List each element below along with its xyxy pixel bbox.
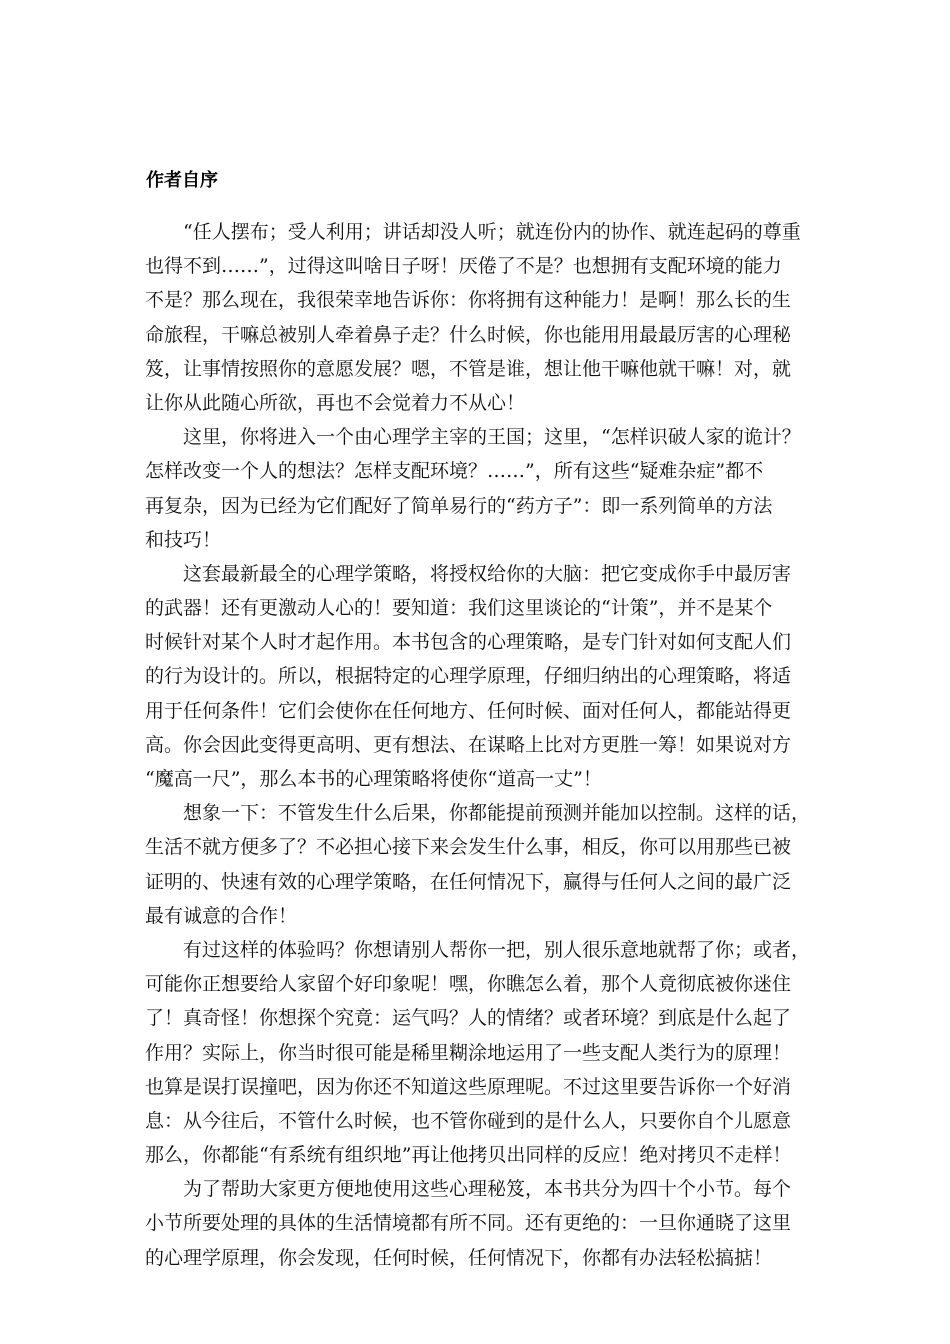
text-line: 命旅程，干嘛总被别人牵着鼻子走？什么时候，你也能用用最最厉害的心理秘 [145, 323, 792, 346]
preface-body [145, 215, 815, 1275]
paragraph-first-line: “任人摆布；受人利用；讲话却没人听；就连份内的协作、就连起码的尊重 [183, 221, 801, 243]
text-line: 高。你会因此变得更高明、更有想法、在谋略上比对方更胜一筹！如果说对方 [145, 733, 792, 756]
text-line: 生活不就方便多了？不必担心接下来会发生什么事，相反，你可以用那些已被 [145, 836, 792, 859]
text-line: 和技巧！ [145, 528, 222, 551]
text-line: 时候针对某个人时才起作用。本书包含的心理策略，是专门针对如何支配人们 [145, 631, 792, 654]
paragraph-first-line: 为了帮助大家更方便地使用这些心理秘笈，本书共分为四十个小节。每个 [183, 1178, 792, 1201]
page-title: 作者自序 [146, 170, 218, 191]
text-line: 证明的、快速有效的心理学策略，在任何情况下，赢得与任何人之间的最广泛 [145, 870, 792, 893]
text-line: 了！真奇怪！你想探个究竟：运气吗？人的情绪？或者环境？到底是什么起了 [145, 1007, 792, 1030]
text-line: 可能你正想要给人家留个好印象呢！嘿，你瞧怎么着，那个人竟彻底被你迷住 [145, 973, 792, 996]
text-line: 的行为设计的。所以，根据特定的心理学原理，仔细归纳出的心理策略，将适 [145, 665, 792, 688]
paragraph-first-line: 想象一下：不管发生什么后果，你都能提前预测并能加以控制。这样的话， [183, 802, 811, 825]
text-line: 息：从今往后，不管什么时候，也不管你碰到的是什么人，只要你自个儿愿意 [145, 1109, 792, 1132]
text-line: 不是？那么现在，我很荣幸地告诉你：你将拥有这种能力！是啊！那么长的生 [145, 289, 792, 312]
paragraph-first-line: 有过这样的体验吗？你想请别人帮你一把，别人很乐意地就帮了你；或者， [183, 938, 811, 961]
text-line: 也算是误打误撞吧，因为你还不知道这些原理呢。不过这里要告诉你一个好消 [145, 1075, 792, 1098]
text-line: 怎样改变一个人的想法？怎样支配环境？……”，所有这些“疑难杂症”都不 [145, 460, 764, 483]
text-line: 的心理学原理，你会发现，任何时候，任何情况下，你都有办法轻松搞掂！ [145, 1246, 773, 1269]
text-line: 的武器！还有更激动人心的！要知道：我们这里谈论的“计策”，并不是某个 [145, 597, 773, 620]
text-line: 那么，你都能“有系统有组织地”再让他拷贝出同样的反应！绝对拷贝不走样！ [145, 1144, 792, 1167]
text-line: 最有诚意的合作！ [145, 904, 298, 927]
paragraph-first-line: 这套最新最全的心理学策略，将授权给你的大脑：把它变成你手中最厉害 [183, 562, 792, 585]
paragraph-first-line: 这里，你将进入一个由心理学主宰的王国；这里，“怎样识破人家的诡计？ [183, 426, 801, 449]
text-line: 也得不到……”，过得这叫啥日子呀！厌倦了不是？也想拥有支配环境的能力 [145, 255, 782, 278]
text-line: 让你从此随心所欲，再也不会觉着力不从心！ [145, 391, 526, 414]
text-line: 作用？实际上，你当时很可能是稀里糊涂地运用了一些支配人类行为的原理！ [145, 1041, 792, 1064]
text-line: 再复杂，因为已经为它们配好了简单易行的“药方子”：即一系列简单的方法 [145, 494, 773, 517]
text-line: 小节所要处理的具体的生活情境都有所不同。还有更绝的：一旦你通晓了这里 [145, 1212, 792, 1235]
text-line: “魔高一尺”，那么本书的心理策略将使你“道高一丈”！ [145, 768, 602, 790]
text-line: 笈，让事情按照你的意愿发展？嗯，不管是谁，想让他干嘛他就干嘛！对，就 [145, 357, 792, 380]
text-line: 用于任何条件！它们会使你在任何地方、任何时候、面对任何人，都能站得更 [145, 699, 792, 722]
